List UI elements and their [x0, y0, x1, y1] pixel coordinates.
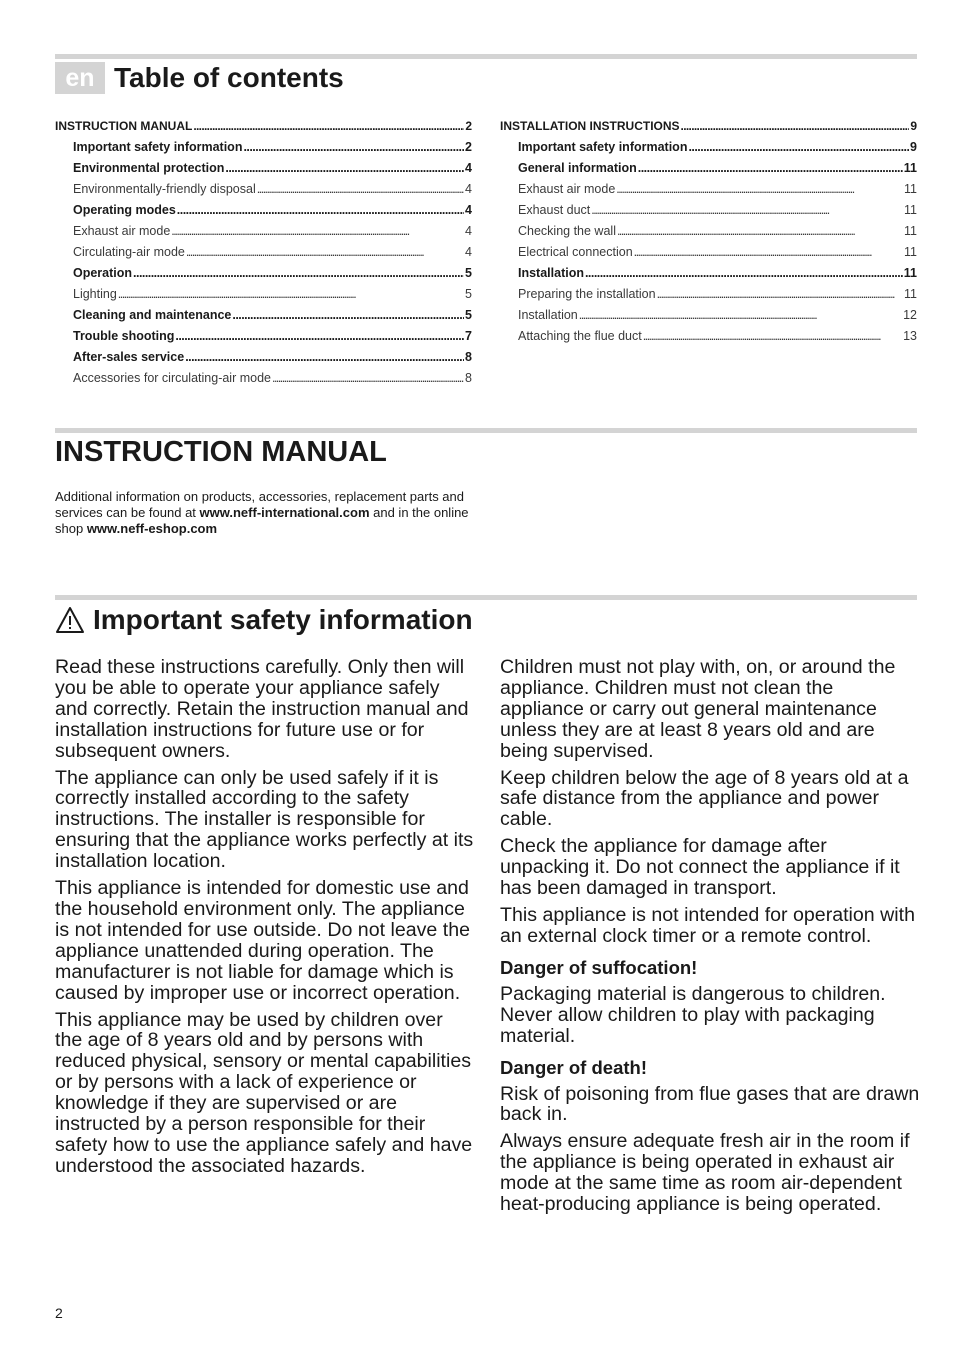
toc-entry-title: Lighting: [73, 287, 117, 301]
toc-entry-title: Accessories for circulating-air mode: [73, 371, 271, 385]
toc-entry-title: Exhaust air mode: [518, 182, 616, 196]
instruction-manual-title: INSTRUCTION MANUAL: [55, 436, 387, 468]
toc-leader-dots: [688, 137, 909, 158]
toc-entry[interactable]: [500, 242, 917, 263]
toc-leader-dots: [643, 326, 902, 347]
page-number: 2: [55, 1305, 63, 1321]
toc-entry-page: 11: [904, 182, 917, 196]
toc-leader-dots: [232, 305, 464, 326]
toc-entry-page: 8: [465, 350, 472, 364]
toc-entry-title: General information: [518, 161, 637, 175]
toc-entry-title: Installation: [518, 308, 578, 322]
toc-entry[interactable]: [500, 263, 917, 284]
toc-entry[interactable]: [55, 221, 472, 242]
toc-entry-title: Exhaust duct: [518, 203, 591, 217]
toc-entry-page: 13: [903, 329, 917, 343]
toc-entry[interactable]: [500, 221, 917, 242]
toc-leader-dots: [193, 116, 464, 137]
toc-leader-dots: [681, 116, 910, 137]
toc-entry-page: 9: [910, 140, 917, 154]
toc-entry-title: Circulating-air mode: [73, 245, 185, 259]
toc-leader-dots: [175, 326, 464, 347]
toc-entry[interactable]: [55, 137, 472, 158]
safety-paragraph: Keep children below the age of 8 years old at a safe distance from the appliance and power cable.: [500, 766, 909, 831]
safety-left-column: [55, 657, 475, 1183]
intro-text-1: Additional information on products, accessories, replacement parts and services can be found at: [55, 489, 464, 520]
toc-entry[interactable]: [500, 137, 917, 158]
toc-entry[interactable]: [55, 263, 472, 284]
warning-triangle-icon: [55, 606, 85, 634]
toc-entry[interactable]: [55, 305, 472, 326]
toc-entry-title: Operation: [73, 266, 133, 280]
safety-title-text: Important safety information: [93, 604, 473, 635]
safety-title: [55, 600, 473, 640]
toc-entry[interactable]: [500, 326, 917, 347]
top-rule: [55, 54, 917, 59]
toc-entry-title: INSTALLATION INSTRUCTIONS: [500, 119, 680, 133]
toc-entry-page: 7: [465, 329, 472, 343]
toc-leader-dots: [657, 284, 903, 305]
toc-leader-dots: [185, 347, 464, 368]
toc-entry-title: Environmentally-friendly disposal: [73, 182, 256, 196]
instruction-manual-rule: [55, 428, 917, 433]
toc-entry[interactable]: [500, 179, 917, 200]
toc-entry-page: 11: [904, 203, 917, 217]
toc-leader-dots: [638, 158, 903, 179]
toc-entry-page: 4: [465, 224, 472, 238]
suffocation-heading: Danger of suffocation!: [500, 956, 698, 978]
toc-entry-page: 5: [465, 266, 472, 280]
toc-entry-title: After-sales service: [73, 350, 185, 364]
toc-entry-page: 2: [465, 140, 472, 154]
toc-entry-title: Electrical connection: [518, 245, 633, 259]
toc-entry-page: 2: [465, 119, 472, 133]
toc-entry[interactable]: [500, 158, 917, 179]
toc-entry-page: 4: [465, 203, 472, 217]
toc-entry-title: Exhaust air mode: [73, 224, 171, 238]
toc-entry-page: 4: [465, 182, 472, 196]
toc-entry-title: Environmental protection: [73, 161, 225, 175]
toc-left-column: [55, 116, 472, 389]
safety-paragraph: The appliance can only be used safely if it is correctly installed according to the safety instructions. The installer is responsible for ensuring that the appliance works perfectly at its installation location.: [55, 766, 474, 873]
eshop-link: www.neff-eshop.com: [86, 521, 218, 536]
death-heading: Danger of death!: [500, 1056, 647, 1078]
toc-entry[interactable]: [55, 368, 472, 389]
toc-leader-dots: [171, 221, 464, 242]
safety-right-column: [500, 657, 920, 1221]
toc-leader-dots: [243, 137, 464, 158]
toc-leader-dots: [585, 263, 903, 284]
toc-right-column: [500, 116, 917, 347]
toc-entry-page: 11: [904, 245, 917, 259]
toc-leader-dots: [257, 179, 464, 200]
toc-entry[interactable]: [500, 284, 917, 305]
toc-entry[interactable]: [55, 242, 472, 263]
toc-title: Table of contents: [114, 62, 344, 93]
language-badge: en: [55, 62, 105, 94]
toc-entry-title: Cleaning and maintenance: [73, 308, 232, 322]
toc-entry[interactable]: [55, 347, 472, 368]
safety-paragraph: This appliance is intended for domestic use and the household environment only. The appliance is not intended for use outside. Do not leave the appliance unattended during operation. The manufacturer is not liable for damage which is caused by improper use or incorrect operation.: [55, 877, 471, 1004]
suffocation-text: Packaging material is dangerous to children. Never allow children to play with packaging material.: [500, 982, 886, 1047]
safety-paragraph: Read these instructions carefully. Only then will you be able to operate your appliance safely and correctly. Retain the instruction manual and installation instructions for future use or for subsequent owners.: [55, 656, 469, 762]
instruction-manual-intro: [55, 489, 475, 537]
toc-entry-title: Preparing the installation: [518, 287, 656, 301]
toc-entry[interactable]: [55, 326, 472, 347]
toc-leader-dots: [634, 242, 903, 263]
toc-entry-page: 5: [465, 287, 472, 301]
death-paragraph: Risk of poisoning from flue gases that are drawn back in.: [500, 1082, 920, 1126]
intro-text-2: and in the online shop: [55, 505, 469, 536]
toc-entry-page: 11: [904, 224, 917, 238]
toc-entry[interactable]: [55, 284, 472, 305]
toc-entry[interactable]: [55, 179, 472, 200]
toc-leader-dots: [118, 284, 464, 305]
toc-entry-page: 11: [903, 266, 917, 280]
toc-entry[interactable]: [55, 200, 472, 221]
toc-leader-dots: [617, 221, 903, 242]
toc-leader-dots: [579, 305, 902, 326]
toc-entry-page: 9: [910, 119, 917, 133]
safety-paragraph: This appliance may be used by children over the age of 8 years old and by persons with reduced physical, sensory or mental capabilities or by persons with a lack of experience or knowledge if they are supervised or are instructed by a person responsible for their safety how to use the appliance safely and have understood the associated hazards.: [55, 1008, 473, 1177]
toc-entry-title: Attaching the flue duct: [518, 329, 642, 343]
toc-entry[interactable]: [500, 116, 917, 137]
toc-entry[interactable]: [55, 158, 472, 179]
toc-entry-title: Important safety information: [518, 140, 688, 154]
toc-leader-dots: [177, 200, 464, 221]
toc-entry-title: Installation: [518, 266, 584, 280]
death-paragraph: Always ensure adequate fresh air in the room if the appliance is being operated in exhaust air mode at the same time as room air-dependent heat-producing appliance is being operated.: [500, 1130, 910, 1216]
toc-leader-dots: [616, 179, 903, 200]
toc-entry-title: INSTRUCTION MANUAL: [55, 119, 193, 133]
toc-entry-title: Checking the wall: [518, 224, 616, 238]
website-link: www.neff-international.com: [199, 505, 370, 520]
toc-leader-dots: [591, 200, 903, 221]
safety-paragraph: Children must not play with, on, or around the appliance. Children must not clean the appliance or carry out general maintenance unless they are at least 8 years old and are being supervised.: [500, 656, 896, 762]
toc-entry-page: 12: [903, 308, 917, 322]
toc-leader-dots: [133, 263, 464, 284]
toc-entry-title: Operating modes: [73, 203, 176, 217]
toc-entry-page: 8: [465, 371, 472, 385]
toc-entry-page: 11: [904, 287, 917, 301]
toc-entry-page: 5: [465, 308, 472, 322]
toc-entry-page: 4: [465, 245, 472, 259]
toc-entry[interactable]: [500, 305, 917, 326]
safety-paragraph: Check the appliance for damage after unpacking it. Do not connect the appliance if it has been damaged in transport.: [500, 835, 900, 900]
toc-leader-dots: [272, 368, 464, 389]
toc-leader-dots: [225, 158, 464, 179]
toc-entry[interactable]: [500, 200, 917, 221]
toc-entry-page: 11: [903, 161, 917, 175]
safety-paragraph: This appliance is not intended for operation with an external clock timer or a remote control.: [500, 903, 915, 947]
toc-entry-page: 4: [465, 161, 472, 175]
toc-entry-title: Trouble shooting: [73, 329, 175, 343]
toc-entry-title: Important safety information: [73, 140, 243, 154]
toc-entry[interactable]: [55, 116, 472, 137]
toc-leader-dots: [186, 242, 464, 263]
